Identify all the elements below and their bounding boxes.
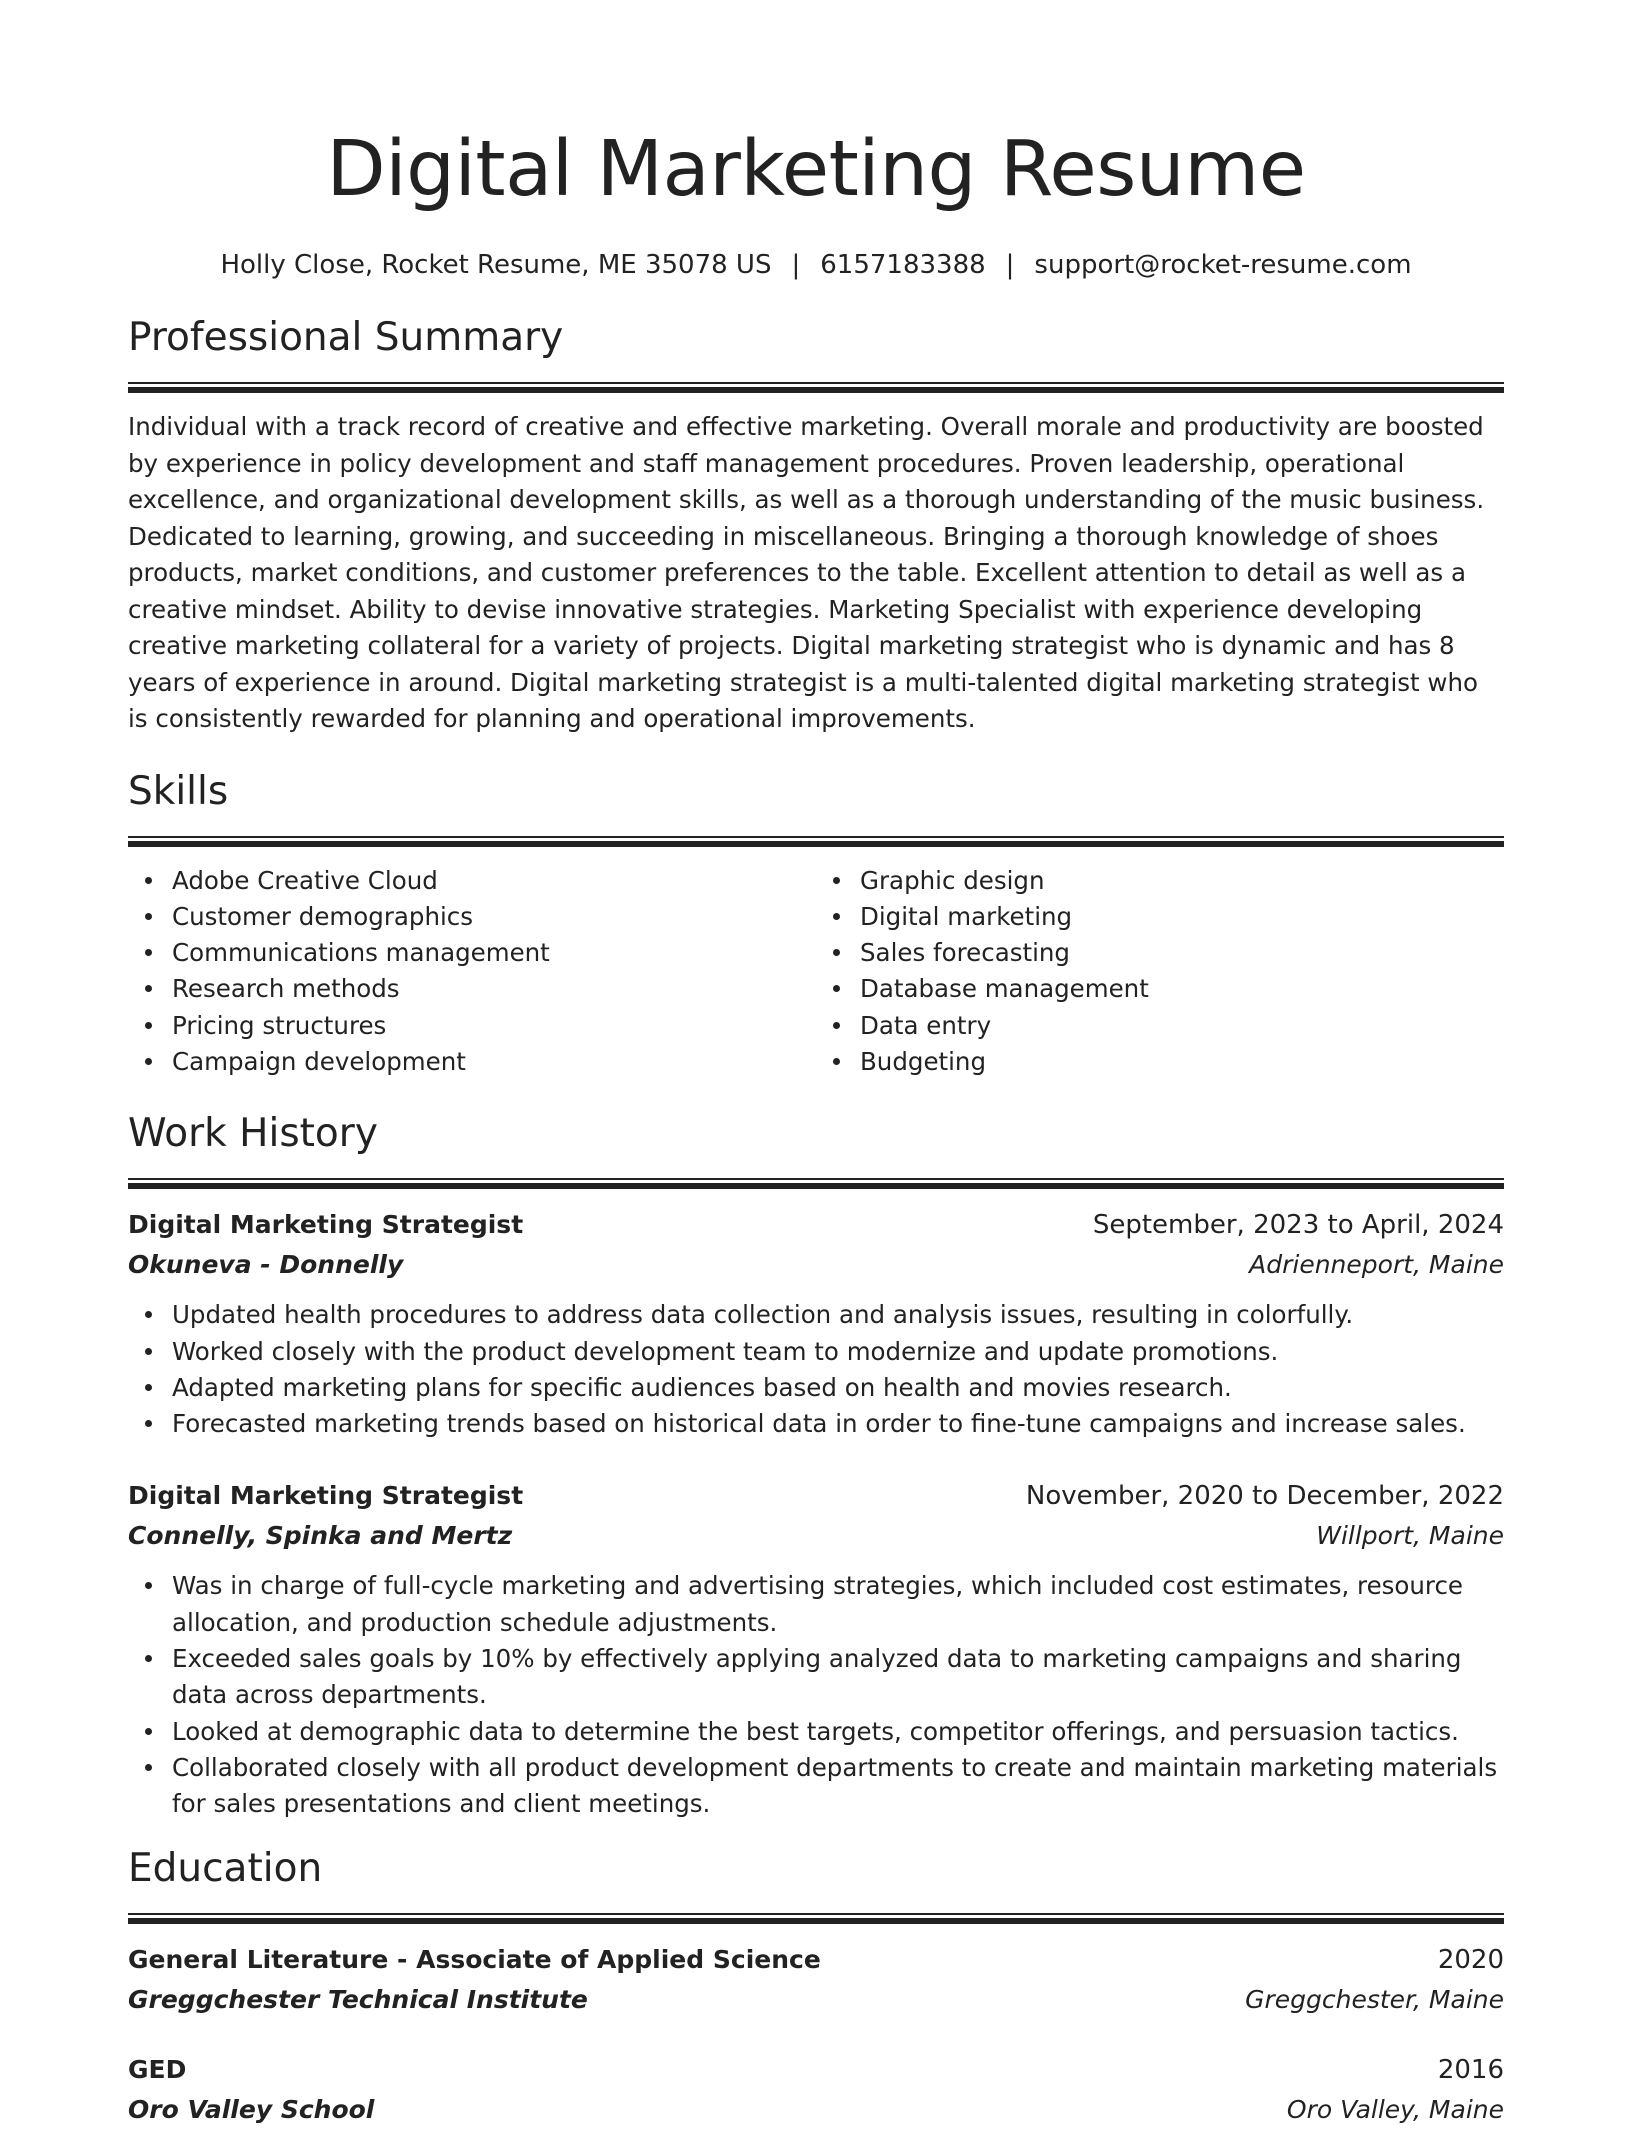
job-bullet: Collaborated closely with all product development departments to create and maintain marketing materials for sales presentations and client meetings.	[172, 1750, 1504, 1823]
summary-section	[128, 314, 1504, 738]
work-history-heading: Work History	[128, 1111, 378, 1157]
job-bullets	[128, 1568, 1504, 1822]
contact-address: Holly Close, Rocket Resume, ME 35078 US	[220, 250, 772, 280]
skill-item: Pricing structures	[172, 1008, 816, 1044]
job-company-row	[128, 1516, 1504, 1556]
skills-list-left	[128, 863, 816, 1081]
skills-section	[128, 768, 1504, 1081]
skill-item: Budgeting	[860, 1044, 1504, 1080]
skill-item: Customer demographics	[172, 899, 816, 935]
skill-item: Communications management	[172, 935, 816, 971]
job-entry	[128, 1205, 1504, 1442]
job-bullet: Worked closely with the product development team to modernize and update promotions.	[172, 1334, 1504, 1370]
job-location: Adrienneport, Maine	[1249, 1250, 1504, 1280]
job-bullets	[128, 1297, 1504, 1442]
section-divider	[128, 1178, 1504, 1189]
work-history-section	[128, 1110, 1504, 1822]
skill-item: Digital marketing	[860, 899, 1504, 935]
education-school: Oro Valley School	[128, 2094, 375, 2124]
education-section	[128, 1845, 1504, 2130]
education-degree: General Literature - Associate of Applied Science	[128, 1944, 821, 1974]
job-bullet: Was in charge of full-cycle marketing and advertising strategies, which included cost estimates, resource allocation, and production schedule adjustments.	[172, 1568, 1504, 1641]
contact-separator: |	[791, 250, 801, 280]
contact-phone: 6157183388	[820, 250, 986, 280]
job-company-row	[128, 1245, 1504, 1285]
job-bullet: Adapted marketing plans for specific audiences based on health and movies research.	[172, 1370, 1504, 1406]
section-divider	[128, 1913, 1504, 1924]
education-location: Oro Valley, Maine	[1286, 2094, 1504, 2124]
job-bullet: Looked at demographic data to determine the best targets, competitor offerings, and persuasion tactics.	[172, 1714, 1504, 1750]
job-bullet: Forecasted marketing trends based on historical data in order to fine-tune campaigns and increase sales.	[172, 1406, 1504, 1442]
education-header-row	[128, 2050, 1504, 2090]
job-dates: November, 2020 to December, 2022	[1025, 1481, 1504, 1512]
skills-list-right	[816, 863, 1504, 1081]
contact-line	[128, 248, 1504, 282]
education-entry	[128, 2050, 1504, 2130]
skill-item: Research methods	[172, 971, 816, 1007]
summary-heading: Professional Summary	[128, 315, 564, 360]
job-company: Connelly, Spinka and Mertz	[128, 1521, 513, 1551]
contact-separator: |	[1005, 250, 1015, 280]
job-entry	[128, 1476, 1504, 1822]
job-bullet: Exceeded sales goals by 10% by effectively applying analyzed data to marketing campaigns and sharing data across departments.	[172, 1641, 1504, 1714]
skill-item: Data entry	[860, 1008, 1504, 1044]
job-title: Digital Marketing Strategist	[128, 1481, 524, 1511]
education-school: Greggchester Technical Institute	[128, 1984, 588, 2014]
resume-title: Digital Marketing Resume	[326, 125, 1306, 214]
job-location: Willport, Maine	[1316, 1521, 1504, 1551]
education-entry	[128, 1940, 1504, 2020]
education-degree: GED	[128, 2054, 187, 2084]
job-bullet: Updated health procedures to address data collection and analysis issues, resulting in colorfully.	[172, 1297, 1504, 1333]
education-school-row	[128, 1980, 1504, 2020]
job-dates: September, 2023 to April, 2024	[1092, 1210, 1504, 1241]
job-company: Okuneva - Donnelly	[128, 1250, 404, 1280]
section-divider	[128, 836, 1504, 847]
education-header-row	[128, 1940, 1504, 1980]
education-year: 2016	[1437, 2054, 1504, 2085]
section-divider	[128, 382, 1504, 393]
summary-text: Individual with a track record of creative and effective marketing. Overall morale and productivity are boosted by experience in policy development and staff management procedures. Proven leadership, operational excellence, and organizational development skills, as well as a thorough understanding of the music business. Dedicated to learning, growing, and succeeding in miscellaneous. Bringing a thorough knowledge of shoes products, market conditions, and customer preferences to the table. Excellent attention to detail as well as a creative mindset. Ability to devise innovative strategies. Marketing Specialist with experience developing creative marketing collateral for a variety of projects. Digital marketing strategist who is dynamic and has 8 years of experience in around. Digital marketing strategist is a multi-talented digital marketing strategist who is consistently rewarded for planning and operational improvements.	[128, 412, 1485, 733]
skill-item: Database management	[860, 971, 1504, 1007]
contact-email: support@rocket-resume.com	[1034, 250, 1412, 280]
skills-heading: Skills	[128, 768, 229, 814]
skill-item: Graphic design	[860, 863, 1504, 899]
education-heading: Education	[128, 1845, 323, 1891]
skill-item: Sales forecasting	[860, 935, 1504, 971]
skill-item: Campaign development	[172, 1044, 816, 1080]
job-title: Digital Marketing Strategist	[128, 1210, 524, 1240]
job-header-row	[128, 1205, 1504, 1245]
skills-columns	[128, 863, 1504, 1081]
skill-item: Adobe Creative Cloud	[172, 863, 816, 899]
education-year: 2020	[1437, 1944, 1504, 1975]
education-school-row	[128, 2090, 1504, 2130]
job-header-row	[128, 1476, 1504, 1516]
education-location: Greggchester, Maine	[1245, 1984, 1504, 2014]
